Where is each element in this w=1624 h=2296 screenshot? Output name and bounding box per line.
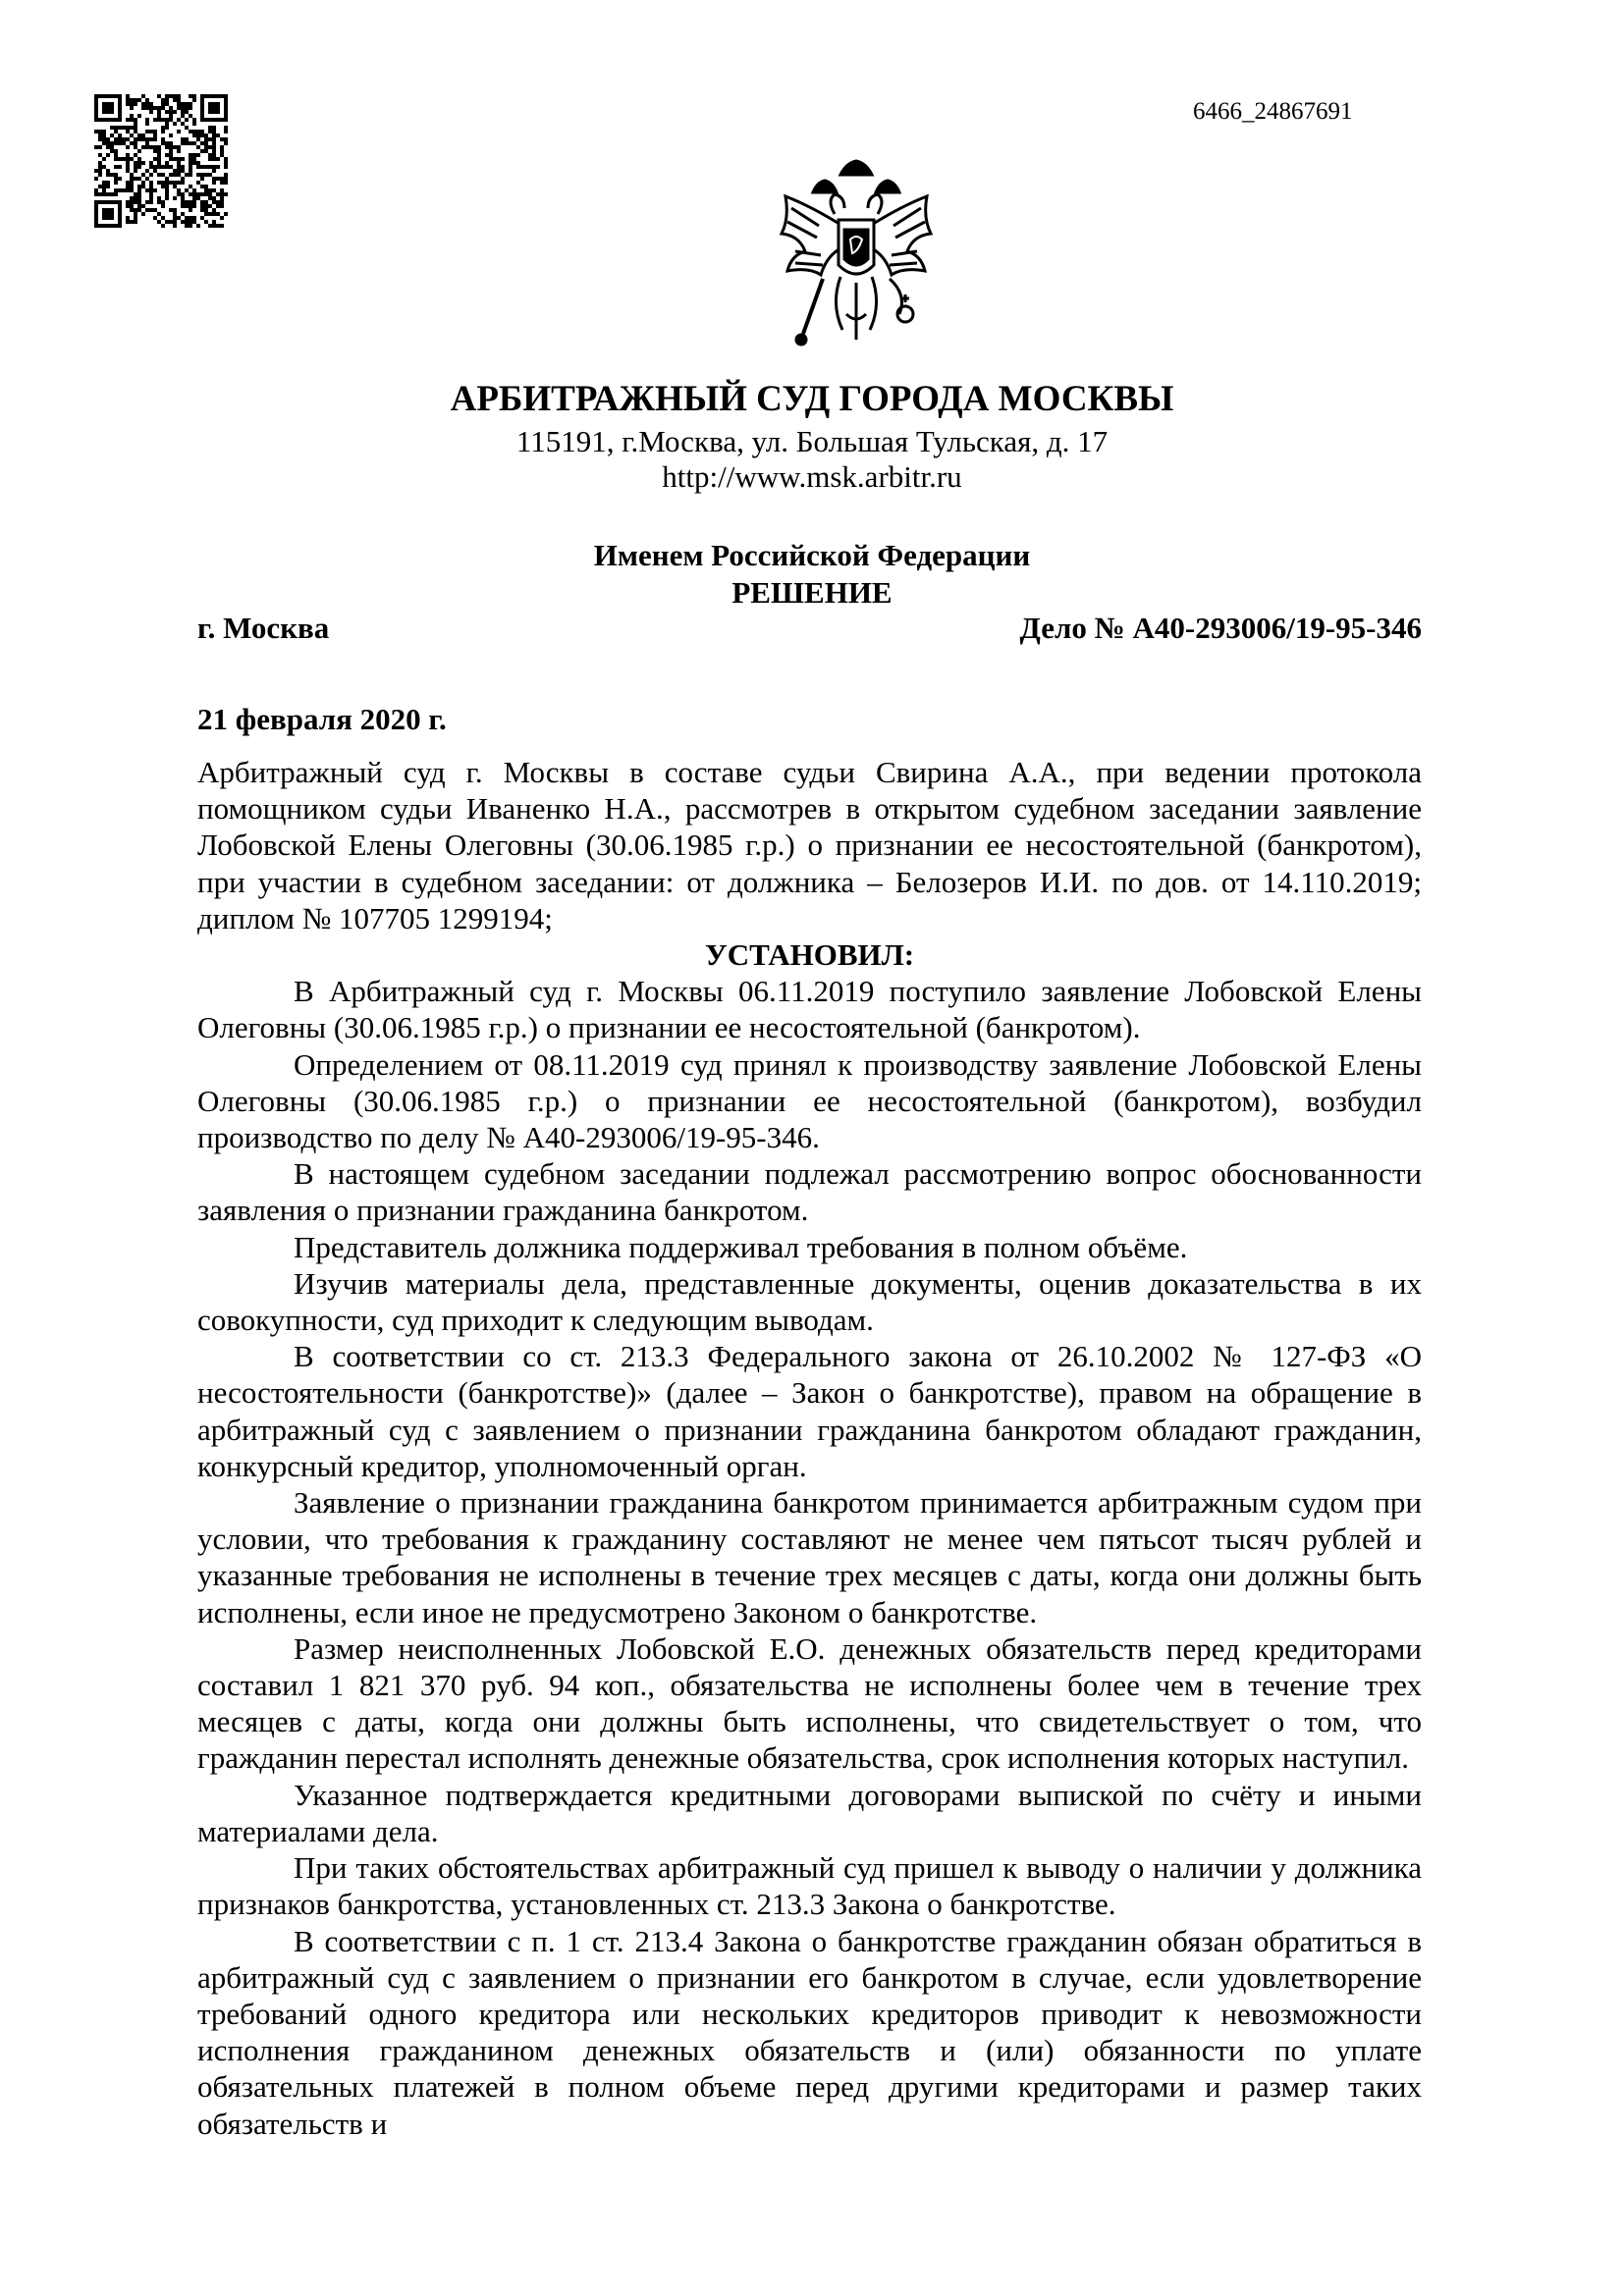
qr-code-icon: [94, 94, 228, 228]
document-id: 6466_24867691: [1193, 98, 1353, 125]
intro-paragraph: Арбитражный суд г. Москвы в составе судьи Свирина А.А., при ведении протокола помощником судьи Иваненко Н.А., рассмотрев в открытом судебном заседании заявление Лобовской Елены Олеговны (30.06.1985 г.р.) о признании ее несостоятельной (банкротом), при участии в судебном заседании: от должника – Белозеров И.И. по дов. от 14.110.2019; диплом № 107705 1299194;: [197, 755, 1422, 935]
body-paragraph: В соответствии с п. 1 ст. 213.4 Закона о банкротстве гражданин обязан обратиться в арбитражный суд с заявлением о признании его банкротом в случае, если удовлетворение требований одного кредитора или нескольких кредиторов приводит к невозможности исполнения гражданином денежных обязательств и (или) обязанности по уплате обязательных платежей в полном объеме перед другими кредиторами и размер таких обязательств и: [197, 1923, 1422, 2141]
city: г. Москва: [197, 611, 330, 645]
body-paragraph: Указанное подтверждается кредитными договорами выпиской по счёту и иными материалами дела.: [197, 1777, 1422, 1848]
court-address: 115191, г.Москва, ул. Большая Тульская, д. 17: [515, 424, 1109, 458]
body-paragraph: В Арбитражный суд г. Москвы 06.11.2019 поступило заявление Лобовской Елены Олеговны (30.06.1985 г.р.) о признании ее несостоятельной (банкротом).: [197, 974, 1422, 1045]
decision-date: 21 февраля 2020 г.: [197, 702, 447, 736]
body-paragraph: Определением от 08.11.2019 суд принял к производству заявление Лобовской Елены Олеговны (30.06.1985 г.р.) о признании ее несостоятельной (банкротом), возбудил производство по делу № А40-293006/19-95-346.: [197, 1046, 1422, 1155]
section-heading: УСТАНОВИЛ:: [704, 937, 915, 973]
body-paragraph: В соответствии со ст. 213.3 Федерального закона от 26.10.2002 № 127-ФЗ «О несостоятельности (банкротстве)» (далее – Закон о банкротстве), правом на обращение в арбитражный суд с заявлением о признании гражданина банкротом обладают гражданин, конкурсный кредитор, уполномоченный орган.: [197, 1339, 1422, 1483]
court-name: АРБИТРАЖНЫЙ СУД ГОРОДА МОСКВЫ: [450, 379, 1174, 419]
in-name-of-federation: Именем Российской Федерации: [593, 538, 1031, 572]
russian-coat-of-arms-icon: [762, 157, 950, 353]
decision-body: [197, 754, 1422, 2142]
body-paragraph: Представитель должника поддерживал требования в полном объёме.: [294, 1229, 1188, 1264]
body-paragraph: Изучив материалы дела, представленные документы, оценив доказательства в их совокупности, суд приходит к следующим выводам.: [197, 1265, 1422, 1338]
decision-title: РЕШЕНИЕ: [731, 575, 893, 610]
body-paragraph: В настоящем судебном заседании подлежал рассмотрению вопрос обоснованности заявления о признании гражданина банкротом.: [197, 1156, 1422, 1228]
body-paragraph: При таких обстоятельствах арбитражный суд пришел к выводу о наличии у должника признаков банкротства, установленных ст. 213.3 Закона о банкротстве.: [197, 1850, 1422, 1922]
case-number: Дело № А40-293006/19-95-346: [1019, 611, 1422, 645]
body-paragraph: Заявление о признании гражданина банкротом принимается арбитражным судом при условии, что требования к гражданину составляют не менее чем пятьсот тысяч рублей и указанные требования не исполнены в течение трех месяцев с даты, когда они должны быть исполнены, если иное не предусмотрено Законом о банкротстве.: [197, 1485, 1422, 1629]
body-paragraph: Размер неисполненных Лобовской Е.О. денежных обязательств перед кредиторами составил 1 821 370 руб. 94 коп., обязательства не исполнены более чем в течение трех месяцев с даты, когда они должны быть исполнены, что свидетельствует о том, что гражданин перестал исполнять денежные обязательства, срок исполнения которых наступил.: [197, 1630, 1422, 1776]
court-website: http://www.msk.arbitr.ru: [662, 459, 962, 494]
